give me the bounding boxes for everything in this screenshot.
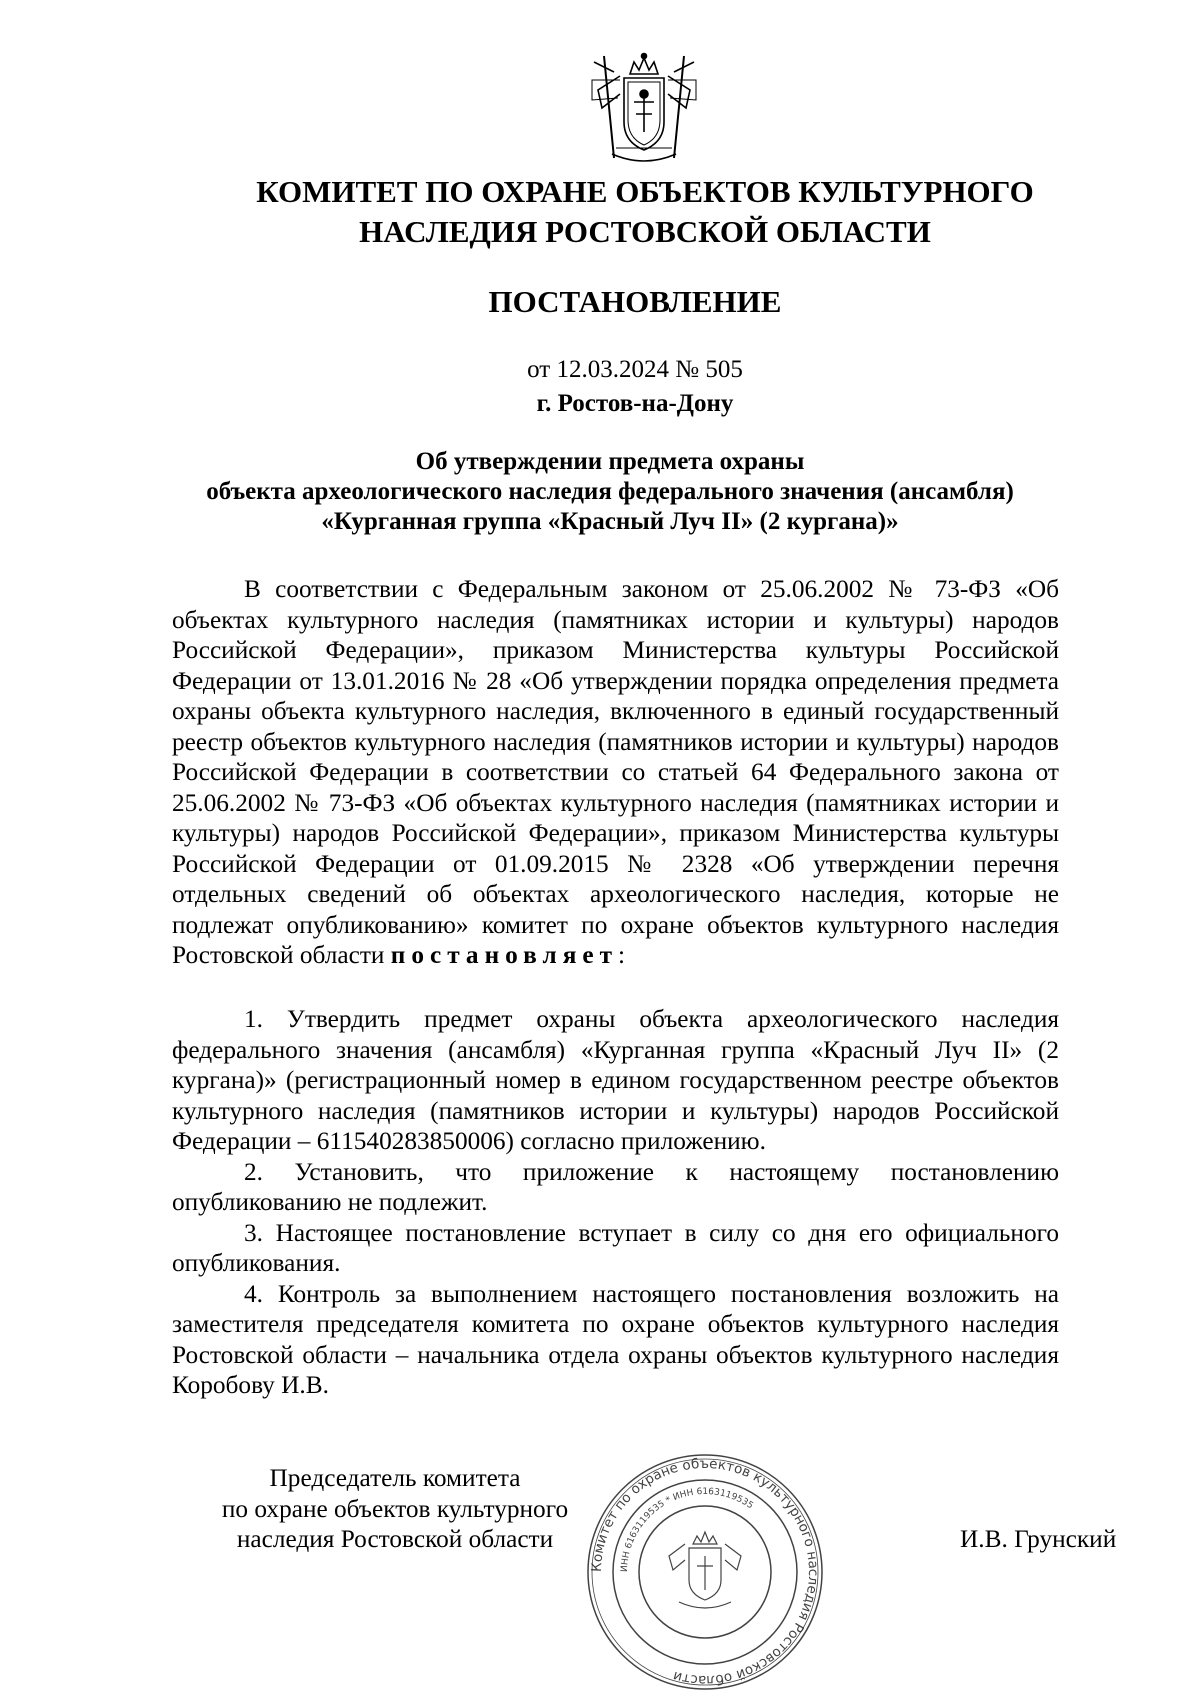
preamble-text: В соответствии с Федеральным законом от 25.06.2002 № 73-ФЗ «Об объектах культурного наследия (памятниках истории и культуры) народов Российской Федерации», приказом Министерства культуры Российской Федерации от 13.01.2016 № 28 «Об утверждении порядка определения предмета охраны объекта культурного наследия, включенного в единый государственный реестр объектов культурного наследия (памятников истории и культуры) народов Российской Федерации в соответствии со статьей 64 Федерального закона от 25.06.2002 № 73-ФЗ «Об объектах культурного наследия (памятниках истории и культуры) народов Российской Федерации», приказом Министерства культуры Российской Федерации от 01.09.2015 № 2328 «Об утверждении перечня отдельных сведений об объектах археологического наследия, которые не подлежат опубликованию» комитет по охране объектов культурного наследия Ростовской области [172,575,1059,969]
signatory-title-line-3: наследия Ростовской области [236,1525,554,1553]
resolution-item-3: 3. Настоящее постановление вступает в силу со дня его официального опубликования. [172,1218,1059,1277]
subject-line-3: «Курганная группа «Красный Луч II» (2 кургана)» [321,508,899,535]
preamble [172,574,1059,971]
signatory-name: И.В. Грунский [960,1525,1117,1553]
resolves-word: постановляет [390,941,619,969]
document-type [0,282,1200,322]
signatory-title [190,1463,600,1555]
issuing-authority [0,172,1200,252]
coat-of-arms-icon [584,50,704,165]
authority-line-2: НАСЛЕДИЯ РОСТОВСКОЙ ОБЛАСТИ [359,214,931,249]
signatory-title-line-1: Председатель комитета [269,1464,521,1492]
subject-line-2: объекта археологического наследия федерального значения (ансамбля) [206,478,1014,505]
document-subject [160,447,1060,537]
preamble-colon: : [618,941,626,969]
signatory-title-line-2: по охране объектов культурного [221,1494,569,1523]
authority-line-1: КОМИТЕТ ПО ОХРАНЕ ОБЪЕКТОВ КУЛЬТУРНОГО [256,174,1034,209]
document-type-label: ПОСТАНОВЛЕНИЕ [488,284,782,319]
resolution-item-4: 4. Контроль за выполнением настоящего постановления возложить на заместителя председателя комитета по охране объектов культурного наследия Ростовской области – начальника отдела охраны объектов культурного наследия Коробову И.В. [172,1279,1059,1399]
resolution-item-2: 2. Установить, что приложение к настоящему постановлению опубликованию не подлежит. [172,1157,1059,1216]
seal-outer-text: Комитет по охране объектов культурного наследия Ростовской области [588,1455,822,1689]
resolution-items [172,1004,1059,1401]
preamble-paragraph [172,574,1059,971]
date-number-text: от 12.03.2024 № 505 [527,356,743,383]
document-date-number [0,354,1200,386]
subject-line-1: Об утверждении предмета охраны [415,448,805,475]
seal-inner-text: ИНН 6163119535 * ИНН 6163119535 [619,1486,755,1573]
official-seal-icon [585,1452,825,1692]
resolution-item-1: 1. Утвердить предмет охраны объекта археологического наследия федерального значения (ансамбля) «Курганная группа «Красный Луч II» (2 кургана)» (регистрационный номер в едином государственном реестре объектов культурного наследия (памятников истории и культуры) народов Российской Федерации – 611540283850006) согласно приложению. [172,1005,1059,1155]
document-city [0,388,1200,420]
city-text: г. Ростов-на-Дону [536,390,734,417]
